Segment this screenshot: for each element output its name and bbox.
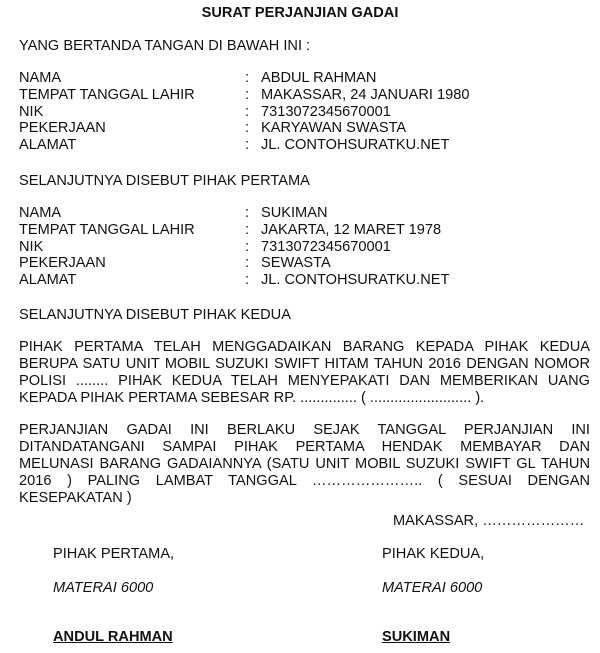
field-label: NIK — [19, 103, 44, 120]
field-separator: : — [245, 221, 250, 238]
paragraph-line: KESEPAKATAN ) — [19, 489, 132, 506]
field-value: 7313072345670001 — [261, 238, 391, 255]
field-separator: : — [245, 70, 250, 86]
field-label: ALAMAT — [19, 272, 77, 289]
field-value: KARYAWAN SWASTA — [261, 120, 407, 137]
party1-info-table — [19, 70, 469, 154]
party2-info-table — [19, 205, 449, 289]
field-value: JAKARTA, 12 MARET 1978 — [261, 221, 442, 238]
party1-designation: SELANJUTNYA DISEBUT PIHAK PERTAMA — [19, 173, 310, 189]
field-label: TEMPAT TANGGAL LAHIR — [19, 221, 195, 238]
field-separator: : — [245, 205, 250, 221]
field-label: PEKERJAAN — [19, 120, 106, 137]
paragraph-line: PERJANJIAN GADAI INI BERLAKU SEJAK TANGGAL PERJANJIAN INI — [19, 422, 590, 438]
party2-row-nik — [19, 239, 449, 256]
field-value: 7313072345670001 — [261, 103, 391, 120]
signature-right-name: SUKIMAN — [382, 629, 451, 645]
paragraph-pledge — [19, 339, 590, 407]
field-separator: : — [245, 103, 250, 120]
place-date: MAKASSAR, ………………… — [393, 513, 585, 529]
field-separator: : — [245, 86, 250, 103]
field-label: NAMA — [19, 70, 62, 86]
document-title: SURAT PERJANJIAN GADAI — [201, 5, 399, 21]
signature-left-stamp: MATERAI 6000 — [53, 580, 154, 596]
field-label: PEKERJAAN — [19, 255, 106, 272]
party2-row-birth — [19, 222, 449, 239]
field-separator: : — [245, 272, 250, 289]
party2-row-address — [19, 272, 449, 289]
party2-row-name — [19, 205, 449, 222]
field-separator: : — [245, 255, 250, 272]
field-label: TEMPAT TANGGAL LAHIR — [19, 86, 195, 103]
field-value: SUKIMAN — [261, 205, 328, 221]
paragraph-validity — [19, 422, 590, 507]
party1-row-address — [19, 137, 469, 154]
party2-row-job — [19, 255, 449, 272]
field-value: SEWASTA — [261, 255, 331, 272]
paragraph-line: PIHAK PERTAMA TELAH MENGGADAIKAN BARANG KEPADA PIHAK KEDUA — [19, 339, 590, 355]
field-value: MAKASSAR, 24 JANUARI 1980 — [261, 86, 470, 103]
party2-designation: SELANJUTNYA DISEBUT PIHAK KEDUA — [19, 307, 291, 323]
signature-right-stamp: MATERAI 6000 — [382, 580, 483, 596]
party1-row-job — [19, 120, 469, 137]
paragraph-line: KEPADA PIHAK PERTAMA SEBESAR RP. .............. ( ......................... ). — [19, 389, 485, 406]
field-value: ABDUL RAHMAN — [261, 70, 377, 86]
paragraph-line: MELUNASI BARANG GADAIANNYA (SATU UNIT MOBIL SUZUKI SWIFT GL TAHUN — [19, 455, 590, 472]
paragraph-line: DITANDATANGANI SAMPAI PIHAK PERTAMA HENDAK MEMBAYAR DAN — [19, 438, 590, 455]
field-label: NAMA — [19, 205, 62, 221]
field-label: NIK — [19, 238, 44, 255]
signature-left-role: PIHAK PERTAMA, — [53, 546, 175, 562]
field-separator: : — [245, 137, 250, 154]
paragraph-line: POLISI ........ PIHAK KEDUA TELAH MENYEPAKATI DAN MEMBERIKAN UANG — [19, 372, 590, 389]
signature-right-role: PIHAK KEDUA, — [382, 546, 485, 562]
field-separator: : — [245, 120, 250, 137]
party1-row-birth — [19, 87, 469, 104]
field-label: ALAMAT — [19, 137, 77, 154]
field-separator: : — [245, 238, 250, 255]
paragraph-line: BERUPA SATU UNIT MOBIL SUZUKI SWIFT HITAM TAHUN 2016 DENGAN NOMOR — [19, 355, 590, 372]
party1-row-name — [19, 70, 469, 87]
party1-row-nik — [19, 104, 469, 121]
intro-text: YANG BERTANDA TANGAN DI BAWAH INI : — [19, 38, 311, 54]
paragraph-line: 2016 ) PALING LAMBAT TANGGAL ………………….. ( SESUAI DENGAN — [19, 472, 590, 489]
signature-left-name: ANDUL RAHMAN — [53, 629, 173, 645]
field-value: JL. CONTOHSURATKU.NET — [261, 272, 450, 289]
field-value: JL. CONTOHSURATKU.NET — [261, 137, 450, 154]
